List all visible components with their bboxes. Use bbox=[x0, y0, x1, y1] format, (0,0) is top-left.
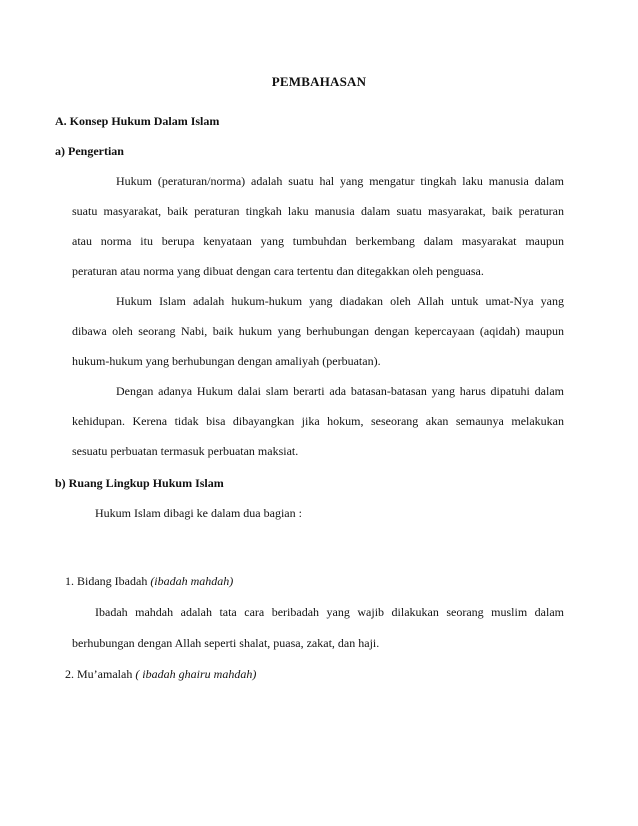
page-title: PEMBAHASAN bbox=[271, 74, 367, 89]
paragraph-5-line-1: Ibadah mahdah adalah tata cara beribadah yang wajib dilakukan seorang muslim dalam bbox=[95, 605, 564, 619]
list-item-1-italic: (ibadah mahdah) bbox=[150, 574, 234, 588]
paragraph-2-line-2: dibawa oleh seorang Nabi, baik hukum yang berhubungan dengan kepercayaan (aqidah) maupun bbox=[72, 324, 564, 338]
paragraph-3-line-1: Dengan adanya Hukum dalai slam berarti ada batasan-batasan yang harus dipatuhi dalam bbox=[116, 384, 564, 398]
paragraph-1-line-1: Hukum (peraturan/norma) adalah suatu hal yang mengatur tingkah laku manusia dalam bbox=[116, 174, 564, 188]
list-item-1 bbox=[65, 574, 233, 589]
paragraph-4: Hukum Islam dibagi ke dalam dua bagian : bbox=[95, 506, 302, 520]
paragraph-3-line-2: kehidupan. Kerena tidak bisa dibayangkan jika hokum, seseorang akan semaunya melakukan bbox=[72, 414, 564, 428]
paragraph-2-line-3: hukum-hukum yang berhubungan dengan amaliyah (perbuatan). bbox=[72, 354, 381, 368]
paragraph-5-line-2: berhubungan dengan Allah seperti shalat, puasa, zakat, dan haji. bbox=[72, 636, 380, 650]
subsection-a-heading: a) Pengertian bbox=[55, 144, 124, 158]
paragraph-3-line-3: sesuatu perbuatan termasuk perbuatan maksiat. bbox=[72, 444, 299, 458]
list-item-2-italic: ( ibadah ghairu mahdah) bbox=[135, 667, 257, 681]
list-item-1-label: 1. Bidang Ibadah bbox=[65, 574, 151, 588]
paragraph-2-line-1: Hukum Islam adalah hukum-hukum yang diadakan oleh Allah untuk umat-Nya yang bbox=[116, 294, 564, 308]
paragraph-1-line-4: peraturan atau norma yang dibuat dengan cara tertentu dan ditegakkan oleh penguasa. bbox=[72, 264, 484, 278]
subsection-b-heading: b) Ruang Lingkup Hukum Islam bbox=[55, 476, 224, 490]
list-item-2-label: 2. Mu’amalah bbox=[65, 667, 136, 681]
paragraph-1-line-2: suatu masyarakat, baik peraturan tingkah laku manusia dalam suatu masyarakat, baik peraturan bbox=[72, 204, 564, 218]
paragraph-1-line-3: atau norma itu berupa kenyataan yang tumbuhdan berkembang dalam masyarakat maupun bbox=[72, 234, 564, 248]
list-item-2 bbox=[65, 667, 256, 682]
section-a-heading: A. Konsep Hukum Dalam Islam bbox=[55, 114, 220, 128]
